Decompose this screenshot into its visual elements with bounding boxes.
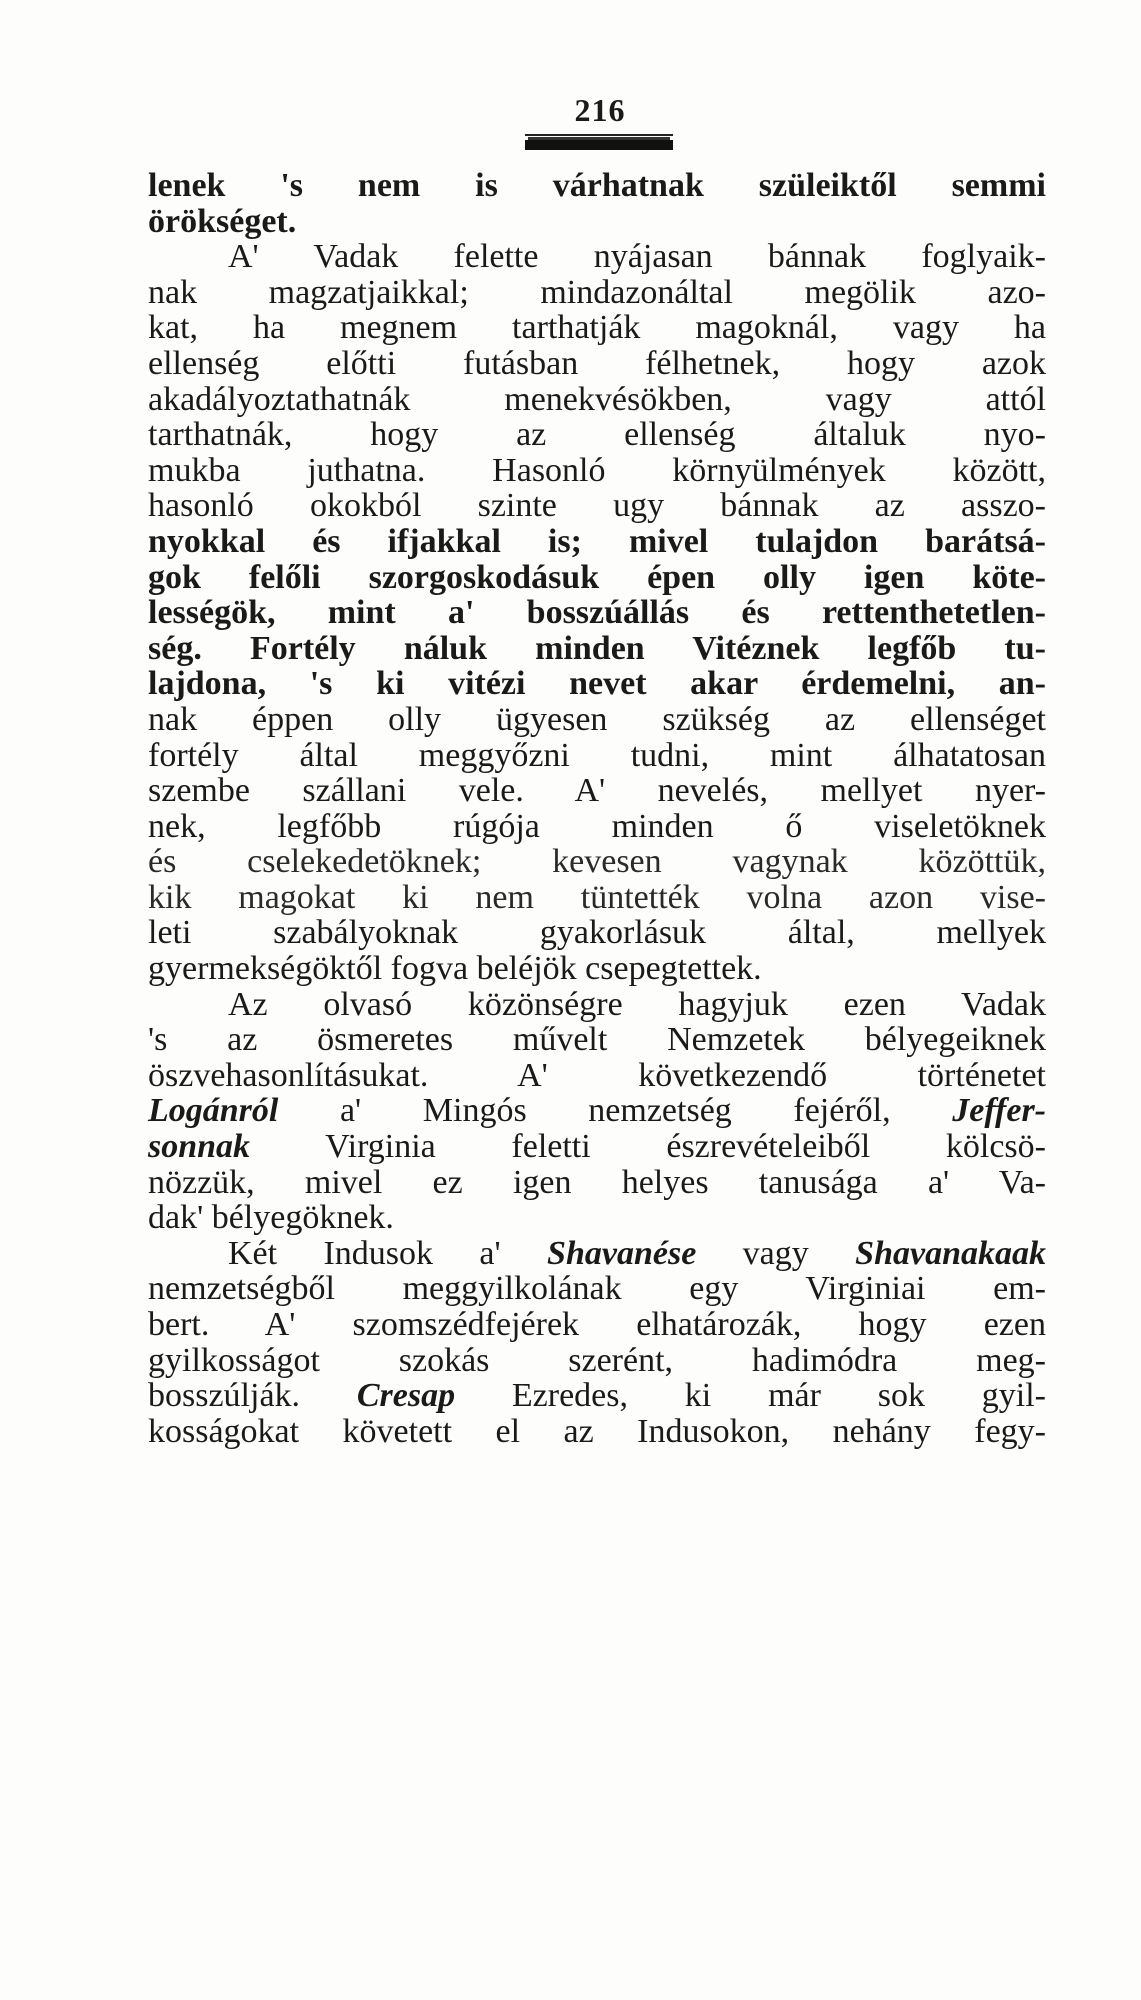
text-line: bert. A' szomszédfejérek elhatározák, hogy ezen <box>148 1306 1046 1343</box>
text-line: kosságokat követett el az Indusokon, nehány fegy- <box>148 1412 1046 1450</box>
emphasized-name: Logánról <box>148 1092 279 1130</box>
text-line: lajdona, 's ki vitézi nevet akar érdemelni, an- <box>148 665 1046 703</box>
paragraph <box>148 168 1046 239</box>
emphasized-name: Cresap <box>356 1377 456 1415</box>
text-line: kik magokat ki nem tüntették volna azon vise- <box>148 878 1046 916</box>
emphasized-name: Shavanakaak <box>855 1234 1046 1272</box>
text-line: A' Vadak felette nyájasan bánnak foglyaik- <box>228 238 1046 276</box>
text-line: gyermekségöktől fogva beléjök csepegtettek. <box>148 950 762 988</box>
emphasized-name: Jeffer- <box>952 1092 1046 1130</box>
header-rule <box>525 140 673 150</box>
paragraph <box>148 987 1046 1236</box>
text-line: örökséget. <box>148 202 297 240</box>
text-line: nemzetségből meggyilkolának egy Virginiai em- <box>148 1270 1046 1308</box>
text-line: Az olvasó közönségre hagyjuk ezen Vadak <box>228 985 1046 1023</box>
text-line: mukba juthatna. Hasonló környülmények között, <box>148 451 1046 489</box>
text-line: kat, ha megnem tarthatják magoknál, vagy ha <box>148 309 1046 347</box>
text-line: leti szabályoknak gyakorlásuk által, mellyek <box>148 914 1046 952</box>
text-line: lenek 's nem is várhatnak szüleiktől semmi <box>148 167 1046 204</box>
text-line: nek, legfőbb rúgója minden ő viseletöknek <box>148 807 1046 845</box>
paragraph <box>148 239 1046 986</box>
body-text <box>148 168 1046 1449</box>
text-line: sonnak Virginia feletti észrevételeiből kölcsö- <box>148 1128 1046 1166</box>
text-line: bosszúlják. Cresap Ezredes, ki már sok gyil- <box>148 1377 1046 1415</box>
text-line: ség. Fortély náluk minden Vitéznek legfőb tu- <box>148 629 1046 667</box>
text-line: ellenség előtti futásban félhetnek, hogy azok <box>148 344 1046 382</box>
text-line: nözzük, mivel ez igen helyes tanusága a' Va- <box>148 1163 1046 1201</box>
paragraph <box>148 1236 1046 1450</box>
text-line: gok felőli szorgoskodásuk épen olly igen köte- <box>148 558 1046 596</box>
emphasized-name: sonnak <box>148 1128 251 1166</box>
text-line: szembe szállani vele. A' nevelés, mellyet nyer- <box>148 772 1046 810</box>
text-line: nak éppen olly ügyesen szükség az ellenséget <box>148 700 1046 738</box>
text-line: hasonló okokból szinte ugy bánnak az asszo- <box>148 487 1046 525</box>
text-line: Két Indusok a' Shavanése vagy Shavanakaak <box>228 1234 1046 1272</box>
text-line: tarthatnák, hogy az ellenség általuk nyo- <box>148 416 1046 454</box>
text-line: akadályoztathatnák menekvésökben, vagy attól <box>148 380 1046 418</box>
text-line: fortély által meggyőzni tudni, mint álhatatosan <box>148 736 1046 774</box>
text-line: öszvehasonlításukat. A' következendő történetet <box>148 1056 1046 1094</box>
text-line: 's az ösmeretes művelt Nemzetek bélyegeiknek <box>148 1021 1046 1059</box>
text-line: gyilkosságot szokás szerént, hadimódra meg- <box>148 1341 1046 1379</box>
text-line: nyokkal és ifjakkal is; mivel tulajdon barátsá- <box>148 522 1046 560</box>
text-line: nak magzatjaikkal; mindazonáltal megölik azo- <box>148 273 1046 311</box>
text-line: Logánról a' Mingós nemzetség fejéről, Jeffer- <box>148 1092 1046 1130</box>
text-line: dak' bélyegöknek. <box>148 1199 394 1237</box>
text-line: és cselekedetöknek; kevesen vagynak közöttük, <box>148 843 1046 881</box>
page-number: 216 <box>574 92 626 128</box>
emphasized-name: Shavanése <box>547 1234 697 1272</box>
text-line: lességök, mint a' bosszúállás és rettenthetetlen- <box>148 594 1046 632</box>
